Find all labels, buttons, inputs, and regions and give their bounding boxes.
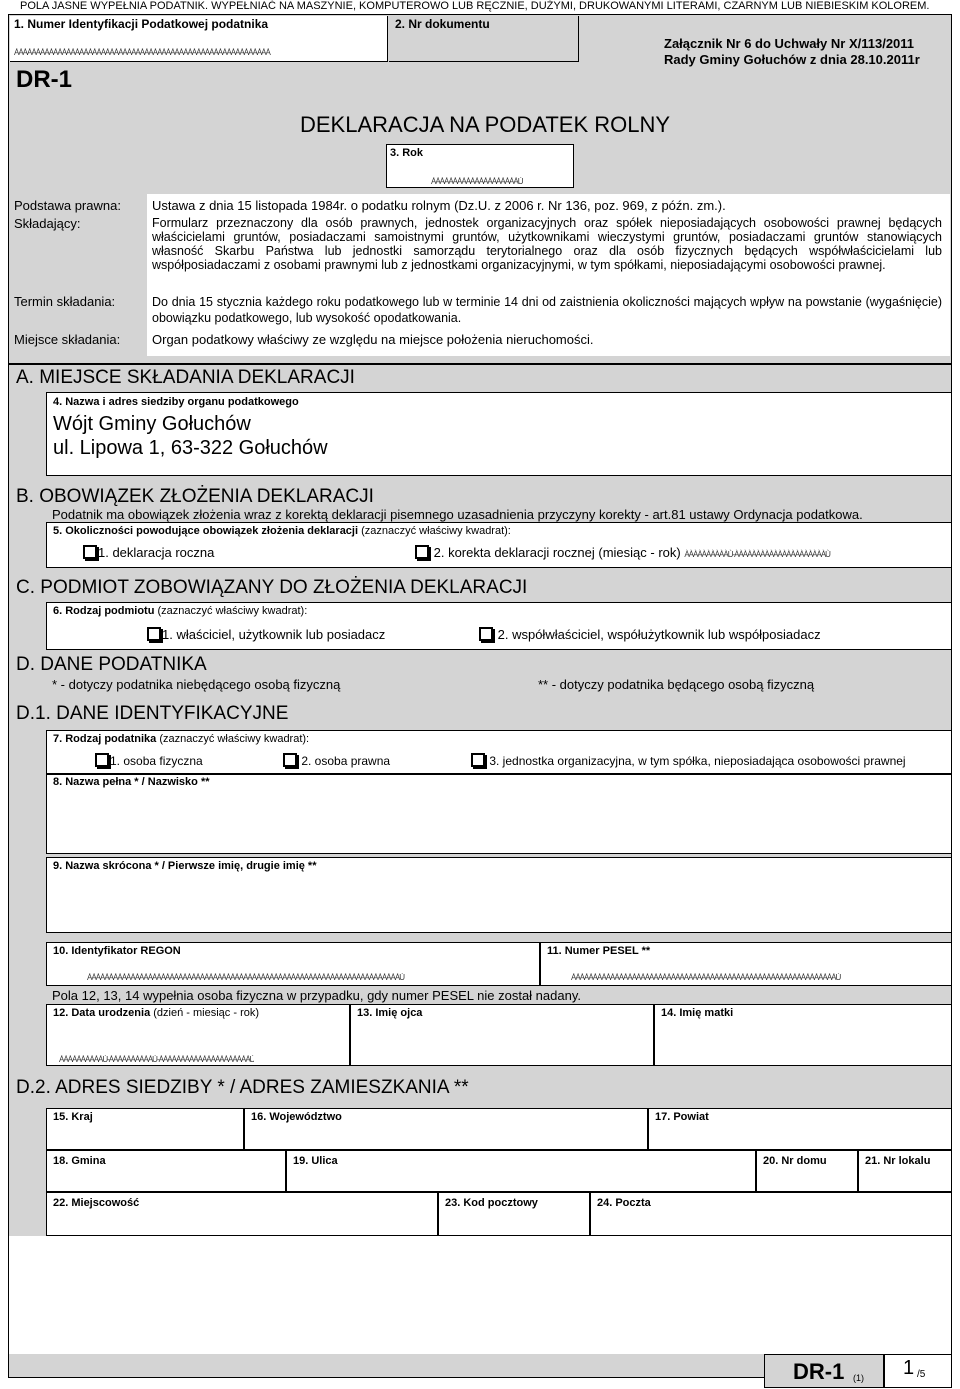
document-number-field[interactable] [389,16,579,62]
mother-name-field[interactable] [654,1004,952,1066]
commune-field[interactable] [46,1150,286,1192]
tax-office-field [46,392,952,476]
entity-type-field [46,602,952,650]
father-name-field[interactable] [350,1004,654,1066]
section-c-title: C. PODMIOT ZOBOWIĄZANY DO ZŁOŻENIA DEKLARACJI [16,577,528,598]
legal-person-label: 2. osoba prawna [301,754,391,768]
county-field[interactable] [648,1108,952,1150]
postal-code-label: 23. Kod pocztowy [445,1197,538,1209]
pesel-label: 11. Numer PESEL ** [547,945,651,957]
document-number-label: 2. Nr dokumentu [395,17,490,31]
pesel-note: Pola 12, 13, 14 wypełnia osoba fizyczna w przypadku, gdy numer PESEL nie został nadany. [52,988,581,1003]
regon-dots: ÀÀÀÀÀÀÀÀÀÀÀÀÀÀÀÀÀÀÀÀÀÀÀÀÀÀÀÀÀÀÀÀÀÀÀÀÀÀÀÀÀÀÀÀÀÀÀÀÀÀÀÀÀÀÀÀÀÀÀÀÀÀÀÀÀÀÀÀÀÀÀÀÙ [87,973,404,982]
annex-line-1: Załącznik Nr 6 do Uchwały Nr X/113/2011 [664,36,915,51]
year-field[interactable] [386,144,574,188]
filer-text: Formularz przeznaczony dla osób prawnych, jednostek organizacyjnych oraz spółek nieposiadających osobowości prawnej będących właścicielami gruntów, posiadaczami samoistnymi gruntów, użytkownikami wieczystymi gruntów, posiadaczami gruntów stanowiących własność Skarbu Państwa lub jednostki samorządu terytorialnego oraz dla osób fizycznych będących współwłaścicielami lub współposiadaczami z osobami prawnymi lub z jednostkami organizacyjnymi, w tym spółkami, nieposiadającymi osobowości prawnej. [152,216,942,272]
footer-total: /5 [917,1369,926,1380]
apartment-number-label: 21. Nr lokalu [865,1155,931,1167]
annual-declaration-option[interactable] [83,545,214,560]
filer-label: Składający: [14,216,81,231]
birth-date-label-wrap [53,1007,259,1019]
nip-label: 1. Numer Identyfikacji Podatkowej podatnika [14,17,269,31]
footer-code-box [764,1354,884,1388]
organizational-unit-option[interactable] [471,753,906,768]
post-office-label: 24. Poczta [597,1197,651,1209]
annual-declaration-checkbox[interactable] [83,545,97,559]
deadline-text: Do dnia 15 stycznia każdego roku podatkowego lub w terminie 14 dni od zaistnienia okoliczności mających wpływ na powstanie (wygaśnięcie) obowiązku podatkowego, lub wysokość opodatkowania. [152,295,942,325]
circumstances-label-wrap [53,525,511,537]
entity-type-label: 6. Rodzaj podmiotu [53,605,155,617]
legal-person-checkbox[interactable] [283,753,297,767]
organizational-unit-label: 3. jednostka organizacyjna, w tym spółka, nieposiadająca osobowości prawnej [489,754,906,768]
street-label: 19. Ulica [293,1155,338,1167]
co-owner-checkbox[interactable] [479,627,493,641]
regon-field[interactable] [46,942,540,986]
post-office-field[interactable] [590,1192,952,1236]
section-b-note: Podatnik ma obowiązek złożenia wraz z korektą deklaracji pisemnego uzasadnienia przyczyny korekty - art.81 ustawy Ordynacja podatkowa. [52,507,863,522]
circumstances-field [46,522,952,568]
province-field[interactable] [244,1108,648,1150]
circumstances-label: 5. Okoliczności powodujące obowiązek złożenia deklaracji [53,525,359,537]
street-field[interactable] [286,1150,756,1192]
form-code: DR-1 [16,66,73,93]
pesel-field[interactable] [540,942,952,986]
country-field[interactable] [46,1108,244,1150]
province-label: 16. Województwo [251,1111,342,1123]
owner-checkbox[interactable] [147,627,161,641]
short-name-label: 9. Nazwa skrócona * / Pierwsze imię, drugie imię ** [53,860,317,872]
birth-date-dots: ÀÀÀÀÀÀÀÀÀÀÙ-ÀÀÀÀÀÀÀÀÀÀÙ-ÀÀÀÀÀÀÀÀÀÀÀÀÀÀÀÀÀÀÀÀÀÙ [59,1055,255,1064]
section-d-note-2: ** - dotyczy podatnika będącego osobą fizyczną [538,677,815,692]
birth-date-field[interactable] [46,1004,350,1066]
commune-label: 18. Gmina [53,1155,106,1167]
full-name-label: 8. Nazwa pełna * / Nazwisko ** [53,776,210,788]
father-name-label: 13. Imię ojca [357,1007,423,1019]
co-owner-option[interactable] [479,627,821,642]
footer-page: 1 [903,1357,915,1379]
co-owner-label: 2. współwłaściciel, współużytkownik lub współposiadacz [497,627,821,642]
tax-office-line-2: ul. Lipowa 1, 63-322 Gołuchów [53,437,328,459]
entity-type-label-wrap [53,605,307,617]
year-label: 3. Rok [390,147,424,159]
basis-text: Ustawa z dnia 15 listopada 1984r. o podatku rolnym (Dz.U. z 2006 r. Nr 136, poz. 969, z późn. zm.). [152,198,726,213]
legal-person-option[interactable] [283,753,390,768]
apartment-number-field[interactable] [858,1150,952,1192]
section-b-title: B. OBOWIĄZEK ZŁOŻENIA DEKLARACJI [16,486,374,507]
footer-code: DR-1 [793,1359,845,1384]
footer-code-sub: (1) [853,1373,864,1383]
natural-person-checkbox[interactable] [95,753,109,767]
natural-person-option[interactable] [95,753,203,768]
circumstances-hint: (zaznaczyć właściwy kwadrat): [361,525,511,537]
postal-code-field[interactable] [438,1192,590,1236]
organizational-unit-checkbox[interactable] [471,753,485,767]
place-text: Organ podatkowy właściwy ze względu na miejsce położenia nieruchomości. [152,332,594,347]
county-label: 17. Powiat [655,1111,709,1123]
basis-label: Podstawa prawna: [14,198,121,213]
annual-declaration-label: 1. deklaracja roczna [98,545,215,560]
house-number-label: 20. Nr domu [763,1155,827,1167]
nip-field[interactable] [10,16,388,62]
correction-checkbox[interactable] [415,545,429,559]
footer-page-box [884,1354,952,1388]
entity-type-hint: (zaznaczyć właściwy kwadrat): [157,605,308,617]
top-notice: POLA JASNE WYPEŁNIA PODATNIK. WYPEŁNIAĆ NA MASZYNIE, KOMPUTEROWO LUB RĘCZNIE, DUŻYMI, DRUKOWANYMI LITERAMI, CZARNYM LUB NIEBIESKIM KOLOREM. [20,0,930,12]
mother-name-label: 14. Imię matki [661,1007,734,1019]
locality-field[interactable] [46,1192,438,1236]
taxpayer-type-label-wrap [53,733,309,745]
nip-dots: ÀÀÀÀÀÀÀÀÀÀÀÀÀÀÀÀÀÀÀÀÀÀÀÀÀÀÀÀÀÀÀÀÀÀÀÀÀÀÀÀÀÀÀÀÀÀÀÀÀÀÀÀÀÀÀÀÀÀÀ [14,48,270,57]
pesel-dots: ÀÀÀÀÀÀÀÀÀÀÀÀÀÀÀÀÀÀÀÀÀÀÀÀÀÀÀÀÀÀÀÀÀÀÀÀÀÀÀÀÀÀÀÀÀÀÀÀÀÀÀÀÀÀÀÀÀÀÀÀÀÙ [571,973,841,982]
taxpayer-type-field [46,730,952,774]
page-title: DEKLARACJA NA PODATEK ROLNY [300,112,671,137]
correction-label: 2. korekta deklaracji rocznej (miesiąc - rok) [433,545,681,560]
country-label: 15. Kraj [53,1111,93,1123]
place-label: Miejsce składania: [14,332,121,347]
natural-person-label: 1. osoba fizyczna [110,754,203,768]
section-d1-title: D.1. DANE IDENTYFIKACYJNE [16,703,289,724]
correction-option[interactable] [415,545,830,560]
section-d2-title: D.2. ADRES SIEDZIBY * / ADRES ZAMIESZKANIA ** [16,1077,469,1098]
correction-date-dots: ÀÀÀÀÀÀÀÀÀÀÙ-ÀÀÀÀÀÀÀÀÀÀÀÀÀÀÀÀÀÀÀÀÀÙ [684,550,830,559]
deadline-label: Termin składania: [14,294,116,309]
tax-office-label: 4. Nazwa i adres siedziby organu podatkowego [53,396,299,408]
taxpayer-type-label: 7. Rodzaj podatnika [53,733,157,745]
year-dots: ÀÀÀÀÀÀÀÀÀÀÀÀÀÀÀÀÀÀÀÀÙ [431,177,523,186]
section-d-note-1: * - dotyczy podatnika niebędącego osobą fizyczną [52,677,341,692]
owner-option[interactable] [147,627,385,642]
full-name-field[interactable] [46,774,952,854]
regon-label: 10. Identyfikator REGON [53,945,181,957]
short-name-field[interactable] [46,857,952,933]
birth-date-hint: (dzień - miesiąc - rok) [153,1007,260,1019]
birth-date-label: 12. Data urodzenia [53,1007,151,1019]
section-d-title: D. DANE PODATNIKA [16,654,207,675]
annex-line-2: Rady Gminy Gołuchów z dnia 28.10.2011r [664,52,920,67]
house-number-field[interactable] [756,1150,858,1192]
empty-area [9,1236,951,1354]
section-a-title: A. MIEJSCE SKŁADANIA DEKLARACJI [16,367,355,388]
owner-label: 1. właściciel, użytkownik lub posiadacz [162,627,386,642]
locality-label: 22. Miejscowość [53,1197,140,1209]
taxpayer-type-hint: (zaznaczyć właściwy kwadrat): [159,733,310,745]
tax-office-line-1: Wójt Gminy Gołuchów [53,413,251,435]
